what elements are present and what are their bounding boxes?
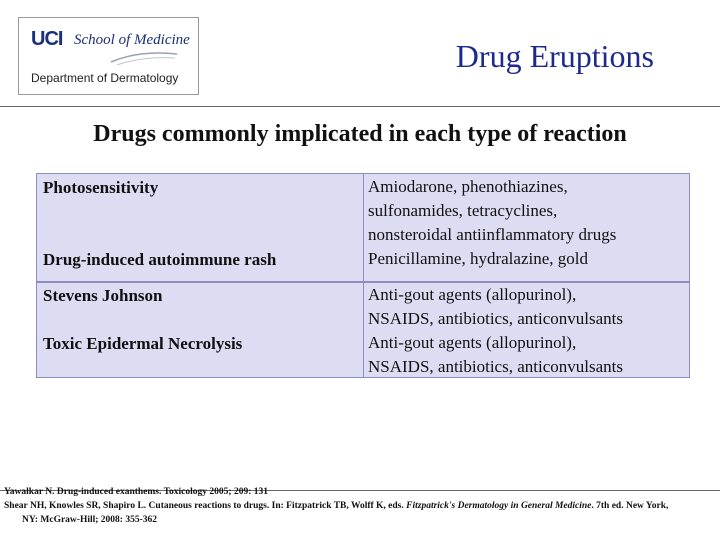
reaction-cell: Photosensitivity (43, 178, 159, 197)
table-row (36, 173, 690, 282)
reaction-cell: Toxic Epidermal Necrolysis (43, 334, 243, 353)
drug-cell-line: Amiodarone, phenothiazines, (368, 177, 568, 196)
reference-2-text: Shear NH, Knowles SR, Shapiro L. Cutaneous reactions to drugs. In: Fitzpatrick TB, Wolff K, eds. (4, 501, 404, 511)
top-divider (0, 106, 720, 107)
drug-cell-line: Anti-gout agents (allopurinol), (368, 285, 577, 304)
drug-cell-line: sulfonamides, tetracyclines, (368, 201, 558, 220)
reference-2-edition: . 7th ed. New York, (591, 501, 669, 511)
logo (18, 17, 199, 95)
logo-school-text: School of Medicine (74, 32, 190, 48)
drug-cell-line: NSAIDS, antibiotics, anticonvulsants (368, 357, 623, 376)
logo-swoosh-icon (109, 48, 179, 68)
reference-2 (4, 499, 716, 513)
column-divider (363, 174, 364, 281)
drug-cell-line: nonsteroidal antiinflammatory drugs (368, 225, 617, 244)
references (4, 485, 716, 527)
reaction-cell: Drug-induced autoimmune rash (43, 250, 277, 269)
table-row (36, 282, 690, 378)
reaction-cell: Stevens Johnson (43, 286, 163, 305)
logo-department-text: Department of Dermatology (31, 71, 179, 85)
drug-cell-line: Anti-gout agents (allopurinol), (368, 333, 577, 352)
reference-1: Yawalkar N. Drug-induced exanthems. Toxicology 2005; 209: 131 (4, 487, 268, 497)
reference-2-book: Fitzpatrick's Dermatology in General Medicine (406, 501, 592, 511)
page-title: Drug Eruptions (455, 38, 654, 74)
table-heading: Drugs commonly implicated in each type of reaction (93, 121, 627, 147)
logo-uci-text: UCI (31, 28, 63, 50)
drug-cell-line: Penicillamine, hydralazine, gold (368, 249, 588, 268)
column-divider (363, 283, 364, 377)
reference-2-continued: NY: McGraw-Hill; 2008: 355-362 (22, 515, 157, 525)
drug-cell-line: NSAIDS, antibiotics, anticonvulsants (368, 309, 623, 328)
